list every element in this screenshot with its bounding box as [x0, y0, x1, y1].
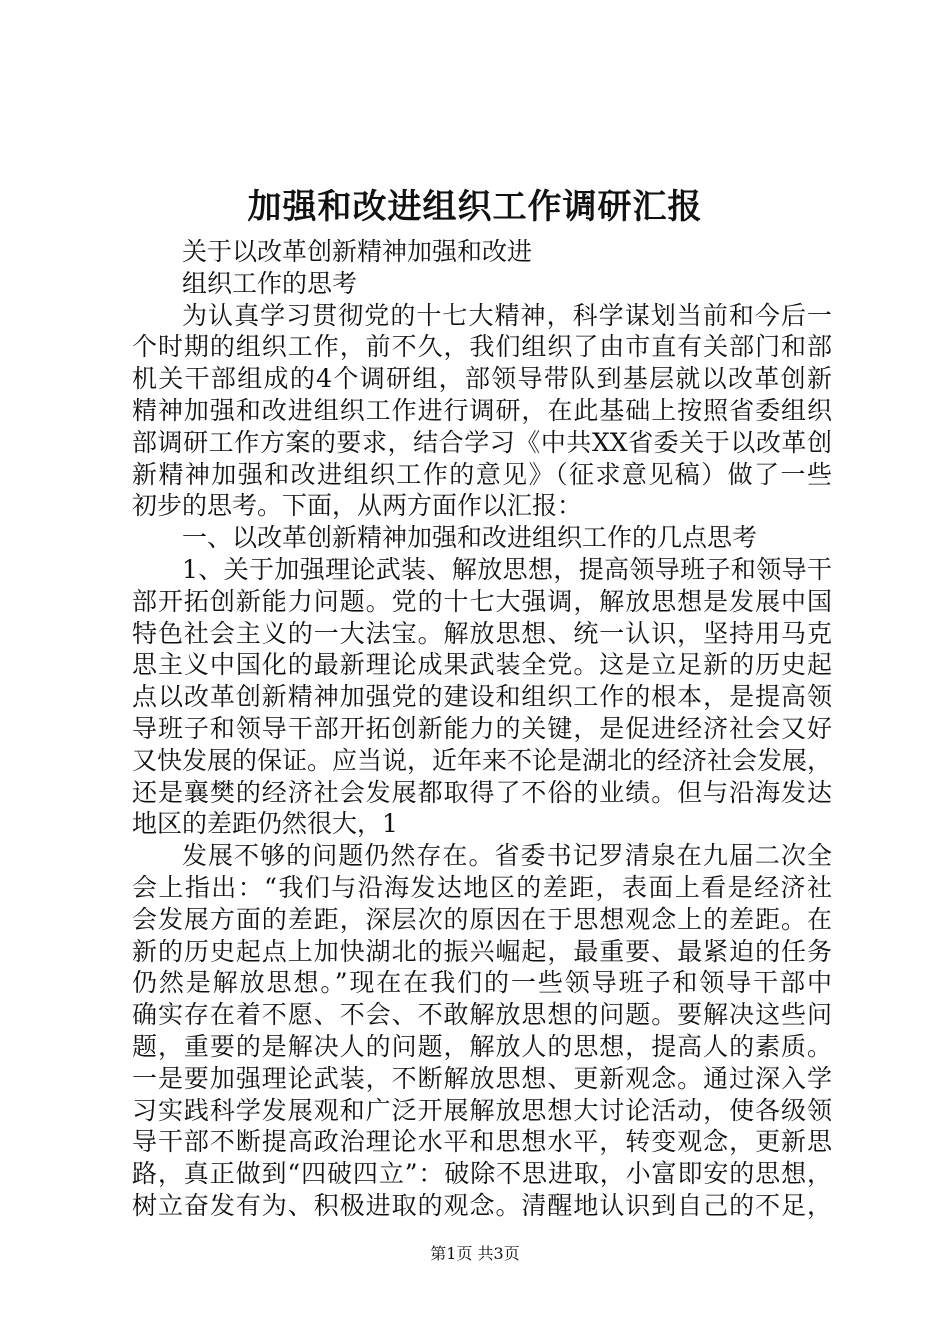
text-line: 关于以改革创新精神加强和改进: [182, 237, 533, 266]
text-line: 导班子和领导干部开拓创新能力的关键，是促进经济社会又好: [132, 713, 832, 743]
text-line: 路，真正做到“四破四立”：破除不思进取，小富即安的思想，: [132, 1159, 832, 1189]
text-line: 1、关于加强理论武装、解放思想，提高领导班子和领导干: [182, 554, 832, 584]
document-title: 加强和改进组织工作调研汇报: [247, 187, 703, 227]
text-line: 地区的差距仍然很大，1: [132, 809, 398, 839]
text-line: 发展不够的问题仍然存在。省委书记罗清泉在九届二次全: [182, 841, 832, 871]
text-line: 组织工作的思考: [182, 268, 358, 298]
text-line: 为认真学习贯彻党的十七大精神，科学谋划当前和今后一: [182, 300, 832, 330]
document-body: [132, 236, 832, 1222]
text-line: 导干部不断提高政治理论水平和思想水平，转变观念，更新思: [132, 1127, 832, 1157]
text-line: 会上指出：“我们与沿海发达地区的差距，表面上看是经济社: [132, 872, 832, 902]
text-line: 精神加强和改进组织工作进行调研，在此基础上按照省委组织: [132, 395, 832, 425]
text-line: 机关干部组成的4个调研组，部领导带队到基层就以改革创新: [132, 364, 832, 394]
text-line: 还是襄樊的经济社会发展都取得了不俗的业绩。但与沿海发达: [132, 777, 832, 807]
text-line: 特色社会主义的一大法宝。解放思想、统一认识，坚持用马克: [132, 618, 832, 648]
text-line: 树立奋发有为、积极进取的观念。清醒地认识到自己的不足，: [132, 1190, 832, 1220]
text-line: 又快发展的保证。应当说，近年来不论是湖北的经济社会发展，: [132, 745, 833, 775]
text-line: 新精神加强和改进组织工作的意见》（征求意见稿）做了一些: [132, 459, 832, 489]
text-line: 仍然是解放思想。”现在在我们的一些领导班子和领导干部中: [132, 968, 832, 998]
text-line: 会发展方面的差距，深层次的原因在于思想观念上的差距。在: [132, 904, 832, 934]
text-line: 确实存在着不愿、不会、不敢解放思想的问题。要解决这些问: [132, 1000, 832, 1030]
text-line: 初步的思考。下面，从两方面作以汇报：: [132, 491, 583, 521]
text-line: 新的历史起点上加快湖北的振兴崛起，最重要、最紧迫的任务: [132, 936, 832, 966]
text-line: 一、以改革创新精神加强和改进组织工作的几点思考: [182, 523, 758, 553]
text-line: 题，重要的是解决人的问题，解放人的思想，提高人的素质。: [132, 1031, 832, 1061]
text-line: 思主义中国化的最新理论成果武装全党。这是立足新的历史起: [132, 650, 832, 680]
text-line: 点以改革创新精神加强党的建设和组织工作的根本，是提高领: [132, 682, 832, 712]
text-line: 个时期的组织工作，前不久，我们组织了由市直有关部门和部: [132, 332, 832, 362]
text-line: 部开拓创新能力问题。党的十七大强调，解放思想是发展中国: [132, 586, 832, 616]
text-line: 部调研工作方案的要求，结合学习《中共XX省委关于以改革创: [132, 427, 832, 457]
text-line: 一是要加强理论武装，不断解放思想、更新观念。通过深入学: [132, 1063, 832, 1093]
text-line: 习实践科学发展观和广泛开展解放思想大讨论活动，使各级领: [132, 1095, 832, 1125]
page-footer: 第1页 共3页: [430, 1244, 520, 1263]
